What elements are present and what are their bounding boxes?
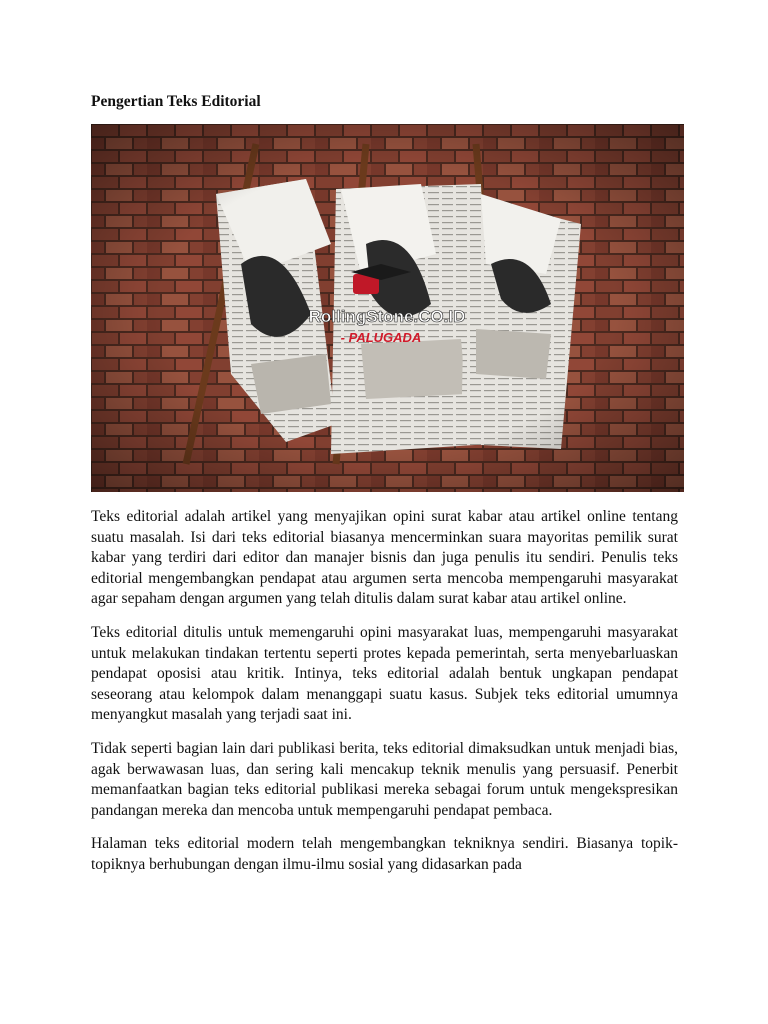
paragraph-2: Teks editorial ditulis untuk memengaruhi opini masyarakat luas, mempengaruhi masyarakat untuk melakukan tindakan tertentu seperti protes kepada pemerintah, serta menyebarluaskan pendapat oposisi atau kritik. Intinya, teks editorial adalah bentuk ungkapan pendapat seseorang atau kelompok dalam menanggapi suatu kasus. Subjek teks editorial umumnya menyangkut masalah yang terjadi saat ini. xyxy=(91,623,678,724)
page-title: Pengertian Teks Editorial xyxy=(91,93,261,110)
paragraph-3: Tidak seperti bagian lain dari publikasi berita, teks editorial dimaksudkan untuk menjadi bias, agak berwawasan luas, dan sering kali mencakup teknik menulis yang persuasif. Penerbit memanfaatkan bagian teks editorial publikasi mereka sebagai forum untuk mengekspresikan pandangan mereka dan mencoba untuk mempengaruhi pendapat pembaca. xyxy=(91,739,678,819)
paragraph-4: Halaman teks editorial modern telah mengembangkan tekniknya sendiri. Biasanya topik-topiknya berhubungan dengan ilmu-ilmu sosial yang didasarkan pada xyxy=(91,835,678,873)
article-body xyxy=(91,507,678,889)
newspapers-on-brick-wall-photo xyxy=(91,124,684,492)
paragraph-1: Teks editorial adalah artikel yang menyajikan opini surat kabar atau artikel online tentang suatu masalah. Isi dari teks editorial biasanya mencerminkan suara mayoritas pemilik surat kabar yang terdiri dari editor dan manajer bisnis dan juga penulis itu sendiri. Penulis teks editorial mengembangkan pendapat atau argumen serta mencoba mempengaruhi masyarakat agar sepaham dengan argumen yang telah ditulis dalam surat kabar atau artikel online. xyxy=(91,508,678,608)
